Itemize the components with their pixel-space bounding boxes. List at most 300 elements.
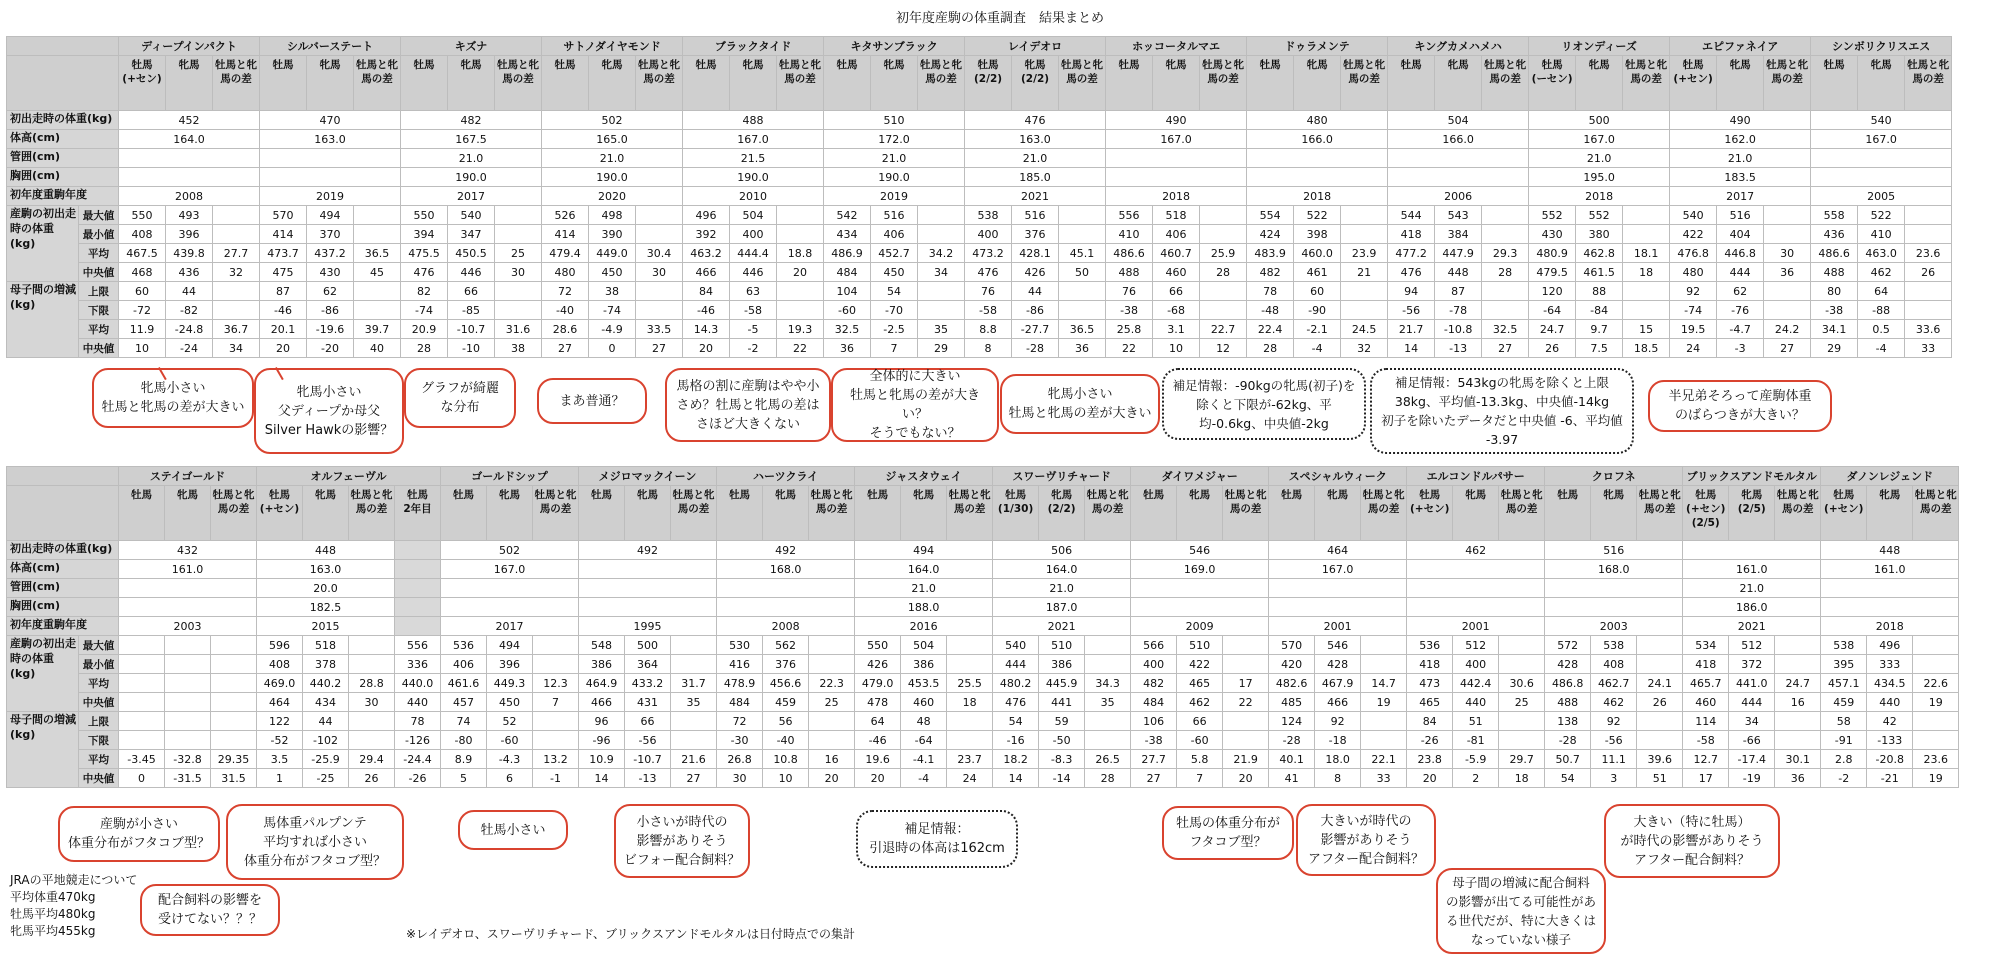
stat-value: -10.7	[625, 750, 671, 769]
stat-value: -46	[260, 301, 307, 320]
stat-value: 406	[871, 225, 918, 244]
stat-value: -4	[1858, 339, 1905, 358]
sub-header: 牝馬	[1591, 486, 1637, 541]
stat-value	[1361, 731, 1407, 750]
sire-weight: 494	[855, 541, 993, 560]
stat-value: 88	[1576, 282, 1623, 301]
stat-value: -24.8	[166, 320, 213, 339]
stat-value: 418	[1407, 655, 1453, 674]
stat-value: 467.9	[1315, 674, 1361, 693]
stat-value	[1482, 301, 1529, 320]
stat-value: 20.9	[401, 320, 448, 339]
stat-value	[1482, 282, 1529, 301]
stat-value	[165, 655, 211, 674]
stat-value: 400	[965, 225, 1012, 244]
sire-height: 167.0	[1106, 130, 1247, 149]
stat-value: 29.3	[1482, 244, 1529, 263]
sire-year: 2017	[441, 617, 579, 636]
sub-header: 牡馬 (2/2)	[965, 56, 1012, 111]
stat-value: 483.9	[1247, 244, 1294, 263]
stat-value: 33	[1905, 339, 1952, 358]
stat-value: 11.1	[1591, 750, 1637, 769]
sub-header: 牡馬	[119, 486, 165, 541]
stat-value: -8.3	[1039, 750, 1085, 769]
stat-value: 92	[1315, 712, 1361, 731]
note-king-kamehameha: 補足情報：543kgの牝馬を除くと上限38kg、平均値-13.3kg、中央値-14kg 初子を除いたデータだと中央値 -6、平均値 -3.97	[1370, 368, 1634, 454]
stat-value: 473	[1407, 674, 1453, 693]
stat-value: 17	[1683, 769, 1729, 788]
stat-value: 536	[441, 636, 487, 655]
stat-value	[1499, 731, 1545, 750]
stat-value	[1361, 636, 1407, 655]
stat-value	[1482, 225, 1529, 244]
stat-value	[1059, 225, 1106, 244]
stat-value: 540	[993, 636, 1039, 655]
stat-value: 24.1	[1637, 674, 1683, 693]
stat-value: 26.8	[717, 750, 763, 769]
stat-value	[165, 693, 211, 712]
stat-value: 540	[448, 206, 495, 225]
sire-year: 2019	[260, 187, 401, 206]
stat-value	[354, 301, 401, 320]
stat-value: -64	[1529, 301, 1576, 320]
stat-value: 18	[1499, 769, 1545, 788]
stat-value: 440	[395, 693, 441, 712]
stat-value: 12	[1200, 339, 1247, 358]
stat-value	[636, 282, 683, 301]
sire-weight: 490	[1106, 111, 1247, 130]
stat-value: 36	[1764, 263, 1811, 282]
stat-value: 30	[349, 693, 395, 712]
stat-value: 486.6	[1106, 244, 1153, 263]
stat-value: -38	[1106, 301, 1153, 320]
sire-cannon: 21.0	[993, 579, 1131, 598]
stat-label: 中央値	[79, 339, 119, 358]
stat-value: -40	[542, 301, 589, 320]
sire-height	[1407, 560, 1545, 579]
sire-year: 2018	[1247, 187, 1388, 206]
stat-value: 550	[401, 206, 448, 225]
stat-value: -28	[1012, 339, 1059, 358]
stat-value	[1341, 206, 1388, 225]
stat-value: 22	[1223, 693, 1269, 712]
stat-value	[1341, 225, 1388, 244]
stat-value: 74	[441, 712, 487, 731]
stat-value: 27	[542, 339, 589, 358]
stat-value: -2	[730, 339, 777, 358]
stat-value: 27.7	[1131, 750, 1177, 769]
stat-value: -88	[1858, 301, 1905, 320]
stat-value: 433.2	[625, 674, 671, 693]
stat-value: 392	[683, 225, 730, 244]
stat-value	[1637, 712, 1683, 731]
stat-value: 482	[1131, 674, 1177, 693]
stat-value: 25	[495, 244, 542, 263]
stat-value: 522	[1858, 206, 1905, 225]
stat-value: 448	[1435, 263, 1482, 282]
stat-value: 558	[1811, 206, 1858, 225]
stat-value: 463.0	[1858, 244, 1905, 263]
stat-value: 456.6	[763, 674, 809, 693]
stat-value: 18.2	[993, 750, 1039, 769]
sire-name: クロフネ	[1545, 467, 1683, 486]
sub-header: 牝馬	[1315, 486, 1361, 541]
stat-value: 84	[683, 282, 730, 301]
sire-chest: 190.0	[683, 168, 824, 187]
stat-value: 0	[589, 339, 636, 358]
stat-value: -56	[1388, 301, 1435, 320]
stat-value: 29.7	[1499, 750, 1545, 769]
stat-value: -80	[441, 731, 487, 750]
sire-height: 167.0	[1269, 560, 1407, 579]
stat-value: 570	[1269, 636, 1315, 655]
stat-value: 3	[1591, 769, 1637, 788]
stat-value	[1223, 712, 1269, 731]
stat-value	[119, 636, 165, 655]
stat-value: 450	[487, 693, 533, 712]
row-label: 初年度重駒年度	[7, 187, 119, 206]
stat-value: 476	[401, 263, 448, 282]
sire-cannon: 21.0	[401, 149, 542, 168]
stat-value	[1764, 206, 1811, 225]
stat-value	[1499, 712, 1545, 731]
stat-value	[1085, 712, 1131, 731]
stat-value: 536	[1407, 636, 1453, 655]
stat-value: 406	[441, 655, 487, 674]
stat-value: 570	[260, 206, 307, 225]
stat-value: 441.0	[1729, 674, 1775, 693]
sub-header: 牝馬	[1153, 56, 1200, 111]
stat-value	[1223, 731, 1269, 750]
stat-value: 396	[487, 655, 533, 674]
stat-value	[1200, 206, 1247, 225]
stat-value: 5	[441, 769, 487, 788]
stat-value	[1200, 282, 1247, 301]
stat-value: -56	[1591, 731, 1637, 750]
stat-value: 386	[579, 655, 625, 674]
stat-value: 475.5	[401, 244, 448, 263]
stat-value: -13	[1435, 339, 1482, 358]
stat-value	[918, 301, 965, 320]
stat-value: 18	[1623, 263, 1670, 282]
sire-cannon: 20.0	[257, 579, 395, 598]
sire-year: 1995	[579, 617, 717, 636]
stat-value: 422	[1670, 225, 1717, 244]
stat-value: 488	[1545, 693, 1591, 712]
stat-value: 30.6	[1499, 674, 1545, 693]
stat-value: 398	[1294, 225, 1341, 244]
sire-name: キズナ	[401, 37, 542, 56]
stat-value: 7.5	[1576, 339, 1623, 358]
stat-value: -5	[730, 320, 777, 339]
sub-header: 牝馬	[448, 56, 495, 111]
row-label: 母子間の増減(kg)	[7, 282, 79, 358]
stat-value: 28	[1482, 263, 1529, 282]
sire-height: 166.0	[1247, 130, 1388, 149]
sire-cannon	[1545, 579, 1683, 598]
stat-value: 30	[495, 263, 542, 282]
stat-value: 25.8	[1106, 320, 1153, 339]
stat-value: 538	[965, 206, 1012, 225]
stat-value: 32	[213, 263, 260, 282]
stat-value: 30.4	[636, 244, 683, 263]
stat-value: 2	[1453, 769, 1499, 788]
stat-value: -102	[303, 731, 349, 750]
stat-value: 446	[730, 263, 777, 282]
sire-height: 167.0	[1529, 130, 1670, 149]
stat-value: 27	[1764, 339, 1811, 358]
stat-value: 18.0	[1315, 750, 1361, 769]
stat-value: 21	[1341, 263, 1388, 282]
stat-value: -16	[993, 731, 1039, 750]
stat-value: 92	[1591, 712, 1637, 731]
stat-value	[119, 731, 165, 750]
stat-value	[1623, 282, 1670, 301]
sire-height: 167.0	[1811, 130, 1952, 149]
stat-value: 34	[213, 339, 260, 358]
stat-value: 27.7	[213, 244, 260, 263]
sub-header: 牡馬と牝馬の差	[1764, 56, 1811, 111]
sire-weight: 490	[1670, 111, 1811, 130]
stat-value	[671, 731, 717, 750]
stat-value: 14.3	[683, 320, 730, 339]
sire-name: オルフェーヴル	[257, 467, 441, 486]
stat-value: 106	[1131, 712, 1177, 731]
stat-value: 446	[448, 263, 495, 282]
sire-year: 2017	[401, 187, 542, 206]
sire-chest	[717, 598, 855, 617]
sire-chest	[119, 168, 260, 187]
stat-value: 138	[1545, 712, 1591, 731]
sub-header: 牝馬	[1717, 56, 1764, 111]
sub-header: 牡馬	[855, 486, 901, 541]
sire-weight: 480	[1247, 111, 1388, 130]
stat-value: 478.9	[717, 674, 763, 693]
stat-value: 488	[1106, 263, 1153, 282]
sire-height: 164.0	[855, 560, 993, 579]
stat-value: 31.6	[495, 320, 542, 339]
stat-value: 466	[1315, 693, 1361, 712]
stat-value: 466	[683, 263, 730, 282]
stat-value: 14.7	[1361, 674, 1407, 693]
stat-value: 572	[1545, 636, 1591, 655]
stat-value: 54	[871, 282, 918, 301]
stat-value	[1764, 282, 1811, 301]
stat-value	[777, 301, 824, 320]
stat-value: 29	[918, 339, 965, 358]
stat-value: -46	[683, 301, 730, 320]
stat-value	[1499, 655, 1545, 674]
sire-name: キタサンブラック	[824, 37, 965, 56]
sub-header: 牡馬と牝馬の差	[1223, 486, 1269, 541]
stat-value: -64	[901, 731, 947, 750]
stat-value: 31.7	[671, 674, 717, 693]
sire-height: 167.0	[441, 560, 579, 579]
stat-value: 416	[717, 655, 763, 674]
sire-weight	[1683, 541, 1821, 560]
stat-value: 114	[1683, 712, 1729, 731]
sub-header: 牡馬 (+セン)	[119, 56, 166, 111]
stat-value: 38	[495, 339, 542, 358]
sire-year: 2021	[993, 617, 1131, 636]
sub-header: 牡馬	[717, 486, 763, 541]
sire-cannon: 21.0	[542, 149, 683, 168]
stat-value: 548	[579, 636, 625, 655]
stat-value: -32.8	[165, 750, 211, 769]
stat-value: 35	[671, 693, 717, 712]
stat-value: 376	[763, 655, 809, 674]
stat-value: 14	[993, 769, 1039, 788]
sire-height: 168.0	[717, 560, 855, 579]
stat-value: 486.9	[824, 244, 871, 263]
sire-height: 161.0	[1683, 560, 1821, 579]
stat-value: 50.7	[1545, 750, 1591, 769]
stat-value	[211, 674, 257, 693]
stat-label: 上限	[79, 712, 119, 731]
sire-name: リオンディーズ	[1529, 37, 1670, 56]
stat-value: -68	[1153, 301, 1200, 320]
stat-value: -76	[1717, 301, 1764, 320]
sub-header: 牡馬	[1247, 56, 1294, 111]
stat-value: 29	[1811, 339, 1858, 358]
sub-header: 牡馬と牝馬の差	[1913, 486, 1959, 541]
stat-value: 30.1	[1775, 750, 1821, 769]
stat-value: 556	[1106, 206, 1153, 225]
stat-value	[1059, 282, 1106, 301]
stat-value: 17	[1223, 674, 1269, 693]
stat-value: -90	[1294, 301, 1341, 320]
sub-header: 牡馬	[1811, 56, 1858, 111]
stat-value: 66	[1153, 282, 1200, 301]
note-kurofune: 大きい（特に牡馬） が時代の影響がありそう アフター配合飼料？	[1604, 804, 1780, 878]
sire-table-1	[6, 36, 1952, 358]
stat-label: 上限	[79, 282, 119, 301]
sub-header: 牡馬 (1/30)	[993, 486, 1039, 541]
stat-value	[918, 225, 965, 244]
stat-value: 60	[119, 282, 166, 301]
sire-year: 2015	[257, 617, 395, 636]
stat-value: 56	[763, 712, 809, 731]
stat-value: -60	[824, 301, 871, 320]
stat-value: -19	[1729, 769, 1775, 788]
sire-year: 2006	[1388, 187, 1529, 206]
stat-value: 554	[1247, 206, 1294, 225]
stat-value: 36.7	[213, 320, 260, 339]
stat-value	[777, 225, 824, 244]
stat-value: -86	[307, 301, 354, 320]
stat-label: 最大値	[79, 206, 119, 225]
sire-name: ホッコータルマエ	[1106, 37, 1247, 56]
sire-weight: 488	[683, 111, 824, 130]
stat-value: 28.8	[349, 674, 395, 693]
stat-value: 20.1	[260, 320, 307, 339]
stat-value: 430	[1529, 225, 1576, 244]
stat-value: 480.9	[1529, 244, 1576, 263]
stat-value: 449.0	[589, 244, 636, 263]
stat-value: 538	[1591, 636, 1637, 655]
stat-value	[777, 206, 824, 225]
stat-value: 30	[717, 769, 763, 788]
stat-value: 23.7	[947, 750, 993, 769]
stat-value: 465	[1407, 693, 1453, 712]
stat-value: -24.4	[395, 750, 441, 769]
stat-value	[1905, 206, 1952, 225]
stat-value: 484	[1131, 693, 1177, 712]
stat-value	[1913, 712, 1959, 731]
sire-chest	[1269, 598, 1407, 617]
stat-value: 25	[1499, 693, 1545, 712]
sub-header: 牝馬	[1867, 486, 1913, 541]
stat-value: 14	[1388, 339, 1435, 358]
note-epiphaneia: 半兄弟そろって産駒体重 のばらつきが大きい？	[1648, 380, 1832, 432]
stat-value: 7	[533, 693, 579, 712]
stat-value: 424	[1247, 225, 1294, 244]
sire-name: キングカメハメハ	[1388, 37, 1529, 56]
stat-value: 120	[1529, 282, 1576, 301]
sub-header: 牡馬	[542, 56, 589, 111]
stat-value: 444.4	[730, 244, 777, 263]
row-label: 産駒の初出走時の体重(kg)	[7, 636, 79, 712]
sub-header: 牡馬	[1545, 486, 1591, 541]
stat-value: 44	[166, 282, 213, 301]
sire-weight: 546	[1131, 541, 1269, 560]
stat-value: 22.6	[1913, 674, 1959, 693]
stat-value	[213, 301, 260, 320]
stat-value	[809, 712, 855, 731]
stat-value: 418	[1683, 655, 1729, 674]
sire-year: 2001	[1407, 617, 1545, 636]
stat-value: 78	[1247, 282, 1294, 301]
sub-header: 牝馬	[730, 56, 777, 111]
stat-value	[119, 655, 165, 674]
sire-weight: 502	[542, 111, 683, 130]
stat-value	[1775, 731, 1821, 750]
sire-chest	[441, 598, 579, 617]
stat-value: -4.9	[589, 320, 636, 339]
stat-value	[119, 674, 165, 693]
stat-value: 3.1	[1153, 320, 1200, 339]
stat-value: 469.0	[257, 674, 303, 693]
row-label: 初年度重駒年度	[7, 617, 119, 636]
stat-value: 78	[395, 712, 441, 731]
note-duramente: 補足情報：-90kgの牝馬(初子)を除くと下限が-62kg、平均-0.6kg、中央値-2kg	[1162, 368, 1366, 440]
row-label: 管囲(cm)	[7, 579, 119, 598]
sub-header: 牡馬	[260, 56, 307, 111]
sub-header: 牡馬	[401, 56, 448, 111]
note-black-tide: 馬格の割に産駒はやや小さめ？牡馬と牝馬の差はさほど大きくない	[665, 368, 831, 442]
sire-chest: 188.0	[855, 598, 993, 617]
sire-cannon	[1407, 579, 1545, 598]
stat-value: -13	[625, 769, 671, 788]
sire-weight: 464	[1269, 541, 1407, 560]
row-label: 母子間の増減(kg)	[7, 712, 79, 788]
sire-height: 167.5	[401, 130, 542, 149]
stat-value: 41	[1269, 769, 1315, 788]
sire-chest: 182.5	[257, 598, 395, 617]
stat-value: 428	[1315, 655, 1361, 674]
stat-value: -18	[1315, 731, 1361, 750]
stat-value: 50	[1059, 263, 1106, 282]
stat-value	[1764, 301, 1811, 320]
stat-value: -21	[1867, 769, 1913, 788]
sub-header: 牡馬と牝馬の差	[495, 56, 542, 111]
stat-value	[165, 636, 211, 655]
stat-value: 457.1	[1821, 674, 1867, 693]
stat-value: -10	[448, 339, 495, 358]
stat-value: 484	[717, 693, 763, 712]
stat-value: 28	[1200, 263, 1247, 282]
stat-value: -2.5	[871, 320, 918, 339]
